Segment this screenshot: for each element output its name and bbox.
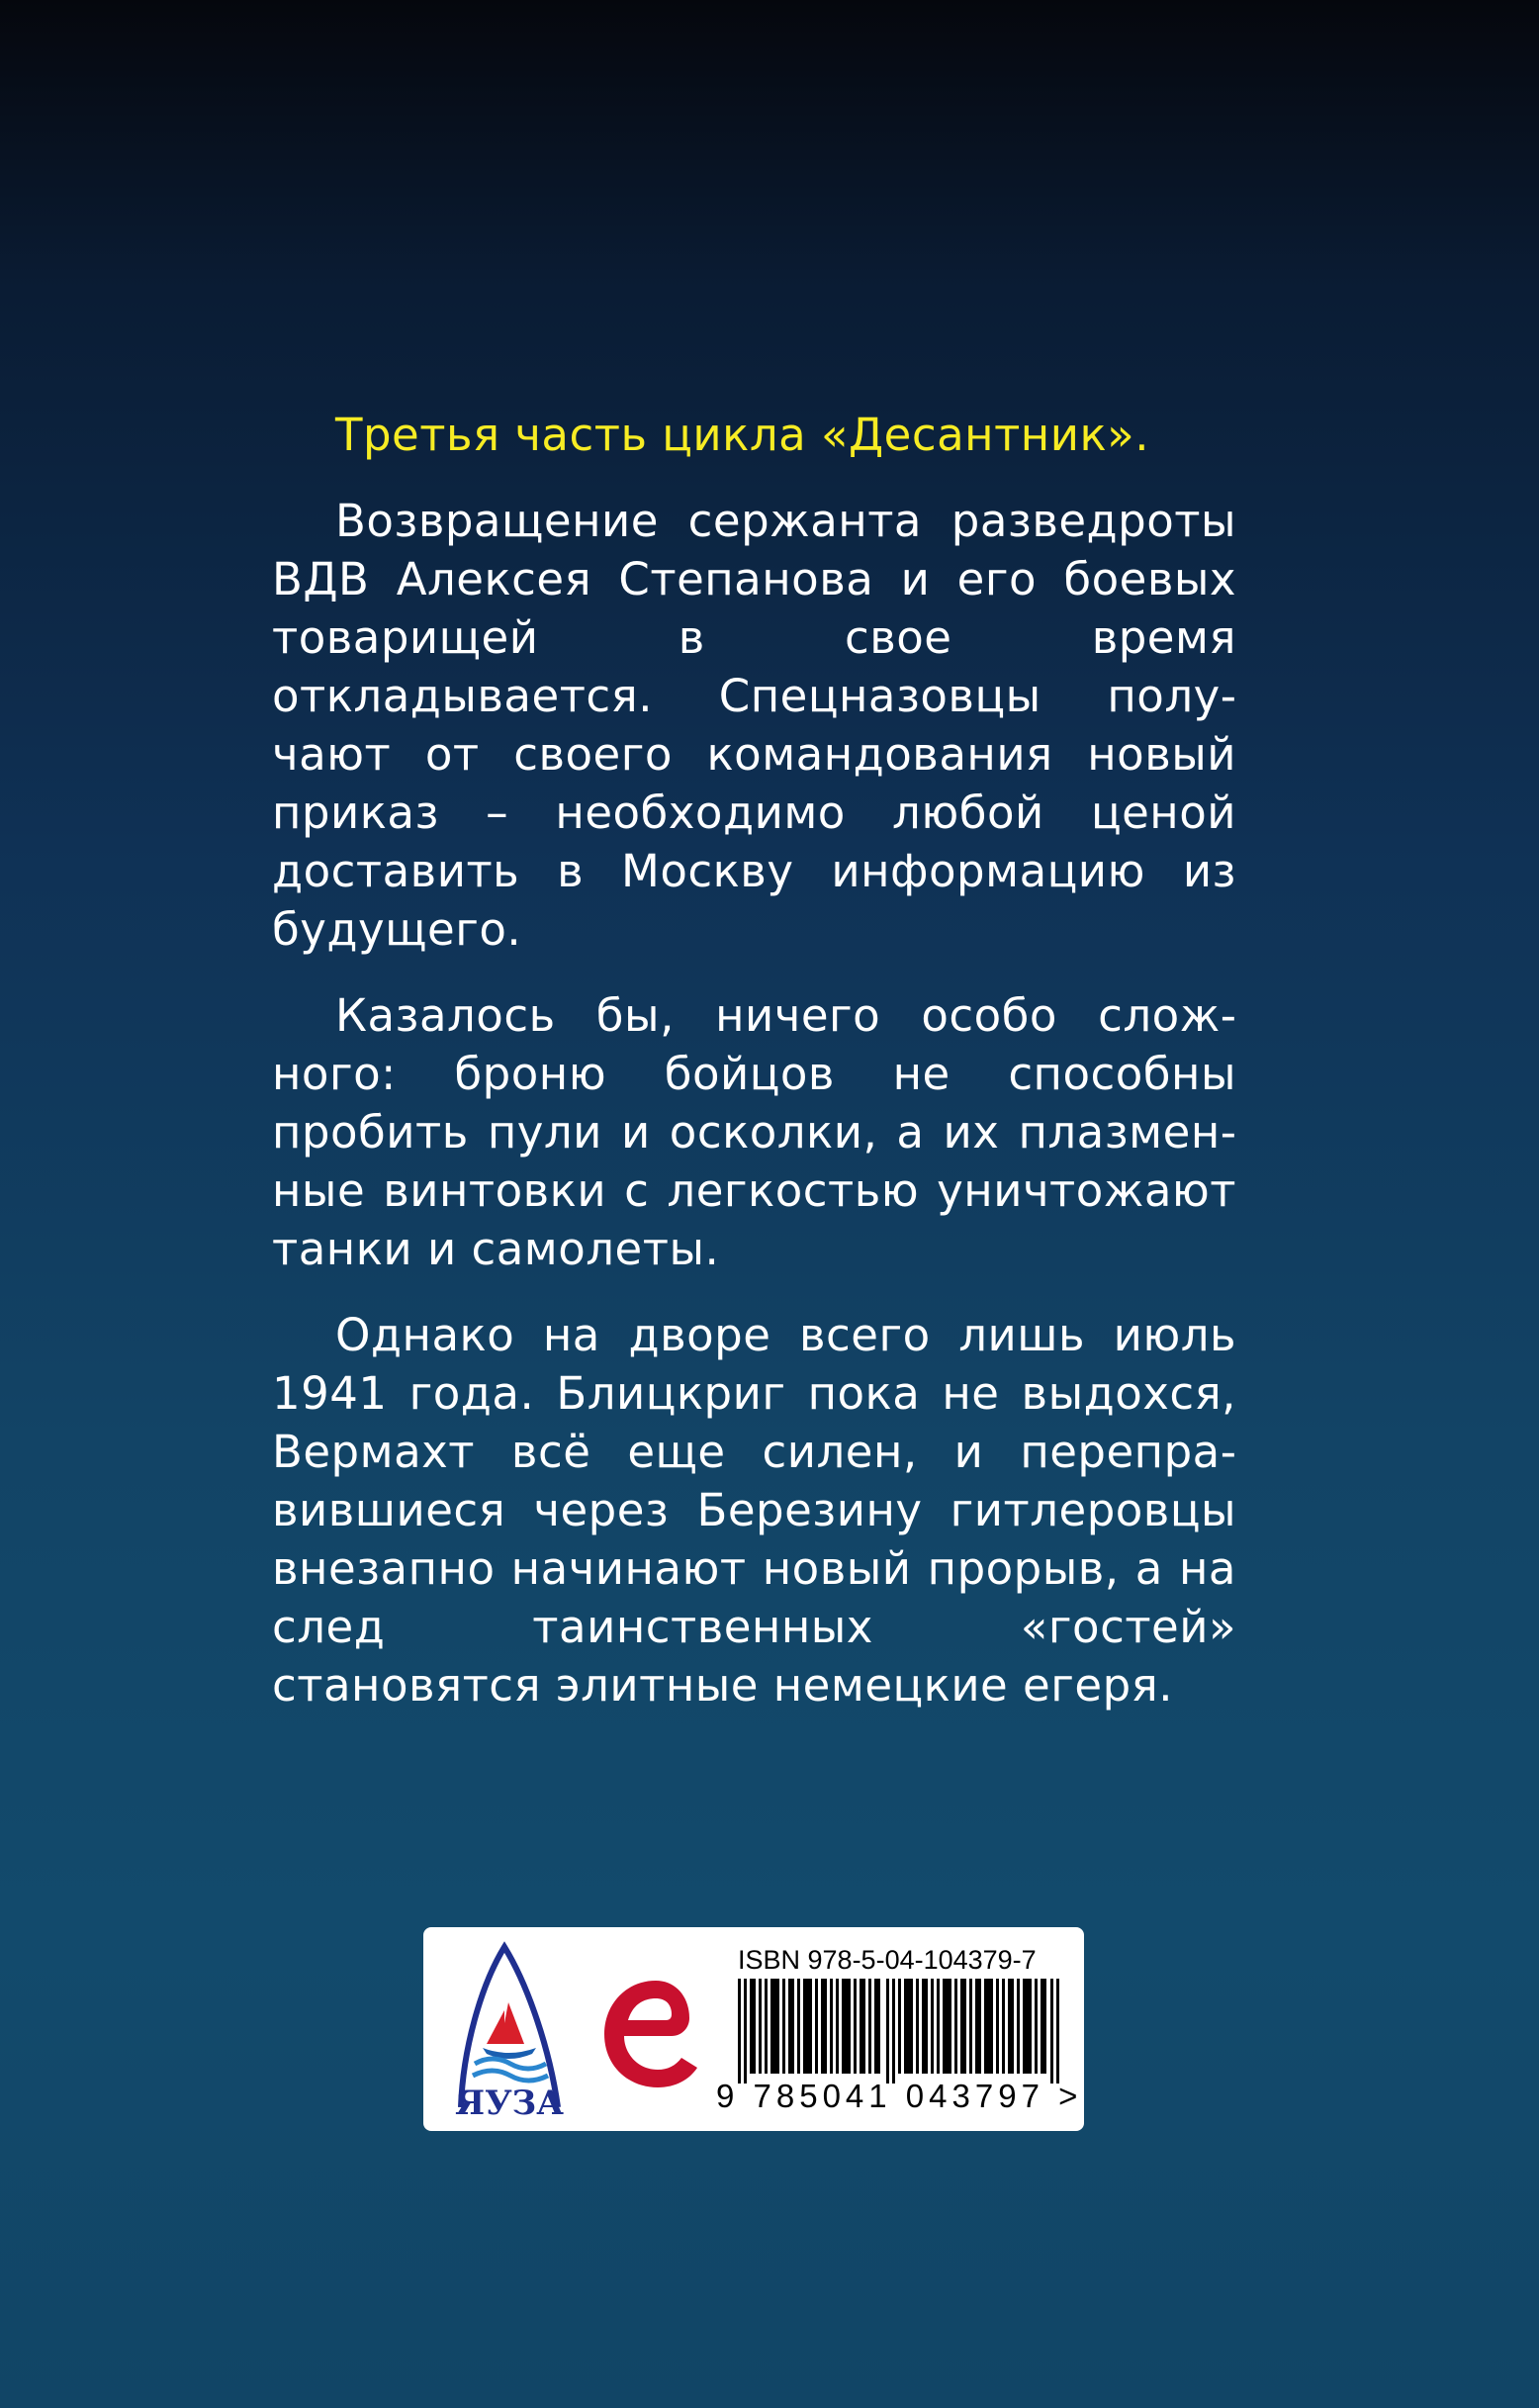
annotation-paragraph-1: Возвращение сержанта разведроты ВДВ Алексея Степанова и его боевых товарищей в свое время откладывается. Спецназовцы получают от своего командования новый приказ – необходимо любой ценой доставить в Москву информацию из будущего.	[272, 495, 1236, 956]
eksmo-e-icon	[596, 1975, 705, 2093]
publisher-barcode-panel	[423, 1927, 1084, 2131]
annotation-text	[272, 406, 1236, 1742]
yauza-logo	[443, 1941, 577, 2124]
annotation-paragraph-2: Казалось бы, ничего особо сложного: броню бойцов не способны пробить пули и осколки, а их плазменные винтовки с легкостью уничтожают танки и самолеты.	[272, 989, 1236, 1275]
series-tagline: Третья часть цикла «Десантник».	[335, 409, 1149, 461]
yauza-wordmark: ЯУЗА	[455, 2084, 564, 2123]
annotation-paragraph-3: Однако на дворе всего лишь июль 1941 года. Блицкриг пока не выдохся, Вермахт всё еще силен, и переправившиеся через Березину гитлеровцы внезапно начинают новый прорыв, а на след таинственных «гостей» становятся элитные немецкие егеря.	[272, 1309, 1236, 1712]
isbn-number: ISBN 978-5-04-104379-7	[738, 1945, 1037, 1975]
barcode-digits: 9 785041 043797 >	[716, 2078, 1083, 2114]
barcode	[738, 1979, 1062, 2084]
